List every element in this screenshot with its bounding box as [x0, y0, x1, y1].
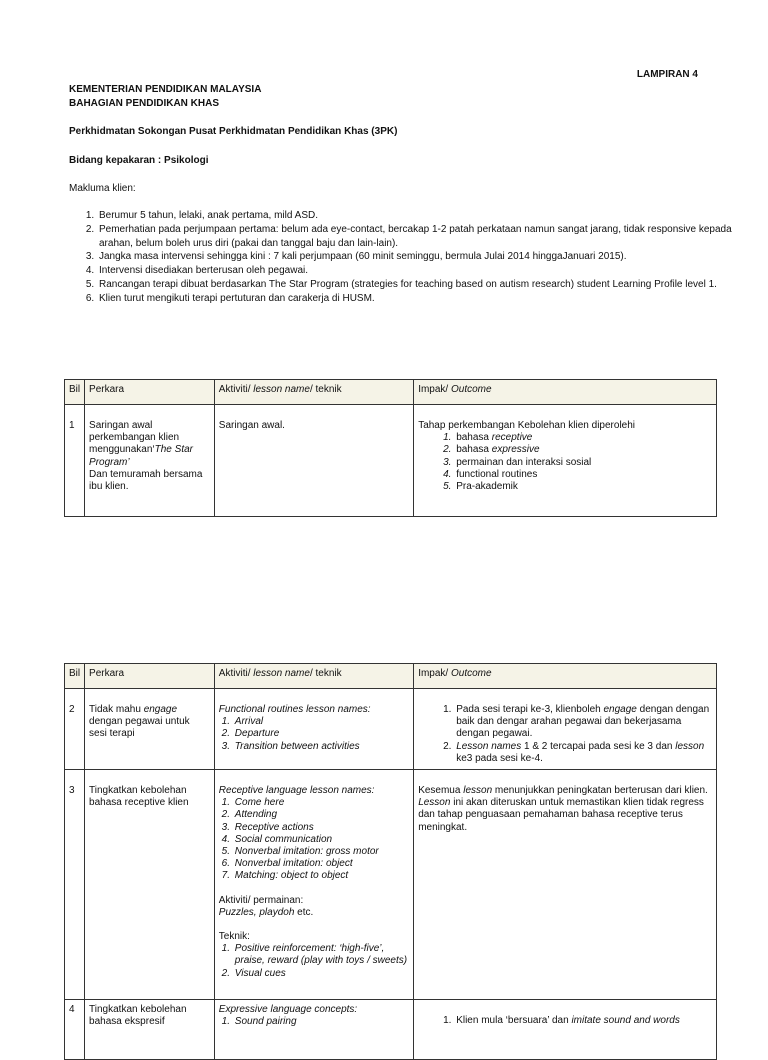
service-heading: Perkhidmatan Sokongan Pusat Perkhidmatan Pendidikan Khas (3PK) [69, 126, 398, 137]
client-info-item: 5. Rancangan terapi dibuat berdasarkan The Star Program (strategies for teaching based on autism research) student Learning Profile level 1. [97, 278, 737, 292]
list-item: 2. Departure [233, 728, 409, 740]
client-info-label: Makluma klien: [69, 183, 136, 194]
appendix-label: LAMPIRAN 4 [636, 69, 698, 80]
header-perkara: Perkara [85, 664, 215, 689]
header-bil: Bil [65, 380, 85, 405]
list-item: 5. Pra-akademik [454, 481, 712, 493]
impak-cell: Kesemua lesson menunjukkan peningkatan berterusan dari klien. Lesson ini akan diteruskan untuk memastikan klien tidak regress dan tahap penguasaan pemahaman bahasa receptive terus meningkat. [414, 770, 717, 1000]
list-item: 1. Sound pairing [233, 1016, 409, 1028]
aktiviti-cell: Saringan awal. [214, 405, 413, 517]
header-perkara: Perkara [85, 380, 215, 405]
header-impak: Impak/ Outcome [414, 664, 717, 689]
list-item: 3. Receptive actions [233, 822, 409, 834]
list-item: 2. Lesson names 1 & 2 tercapai pada sesi ke 3 dan lesson ke3 pada sesi ke-4. [454, 741, 712, 765]
list-item: 4. functional routines [454, 469, 712, 481]
list-item: 5. Nonverbal imitation: gross motor [233, 846, 409, 858]
row-number: 2 [69, 704, 75, 715]
table-row [65, 405, 717, 517]
aktiviti-cell: Functional routines lesson names: 1. Arrival 2. Departure 3. Transition between activities [214, 689, 413, 770]
client-info-item: 2. Pemerhatian pada perjumpaan pertama: belum ada eye-contact, bercakap 1-2 patah perkataan namun sangat jarang, tidak responsive kepada arahan, belum boleh urus diri (pakai dan tanggal baju dan lain-lain). [97, 223, 737, 251]
list-item: 1. Arrival [233, 716, 409, 728]
table-header-row [65, 380, 717, 405]
intervention-table [64, 663, 717, 1060]
list-item: 1. Positive reinforcement: ‘high-five’, praise, reward (play with toys / sweets) [233, 943, 409, 967]
table-row [65, 1000, 717, 1060]
perkara-cell: Tingkatkan kebolehan bahasa ekspresif [85, 1000, 215, 1060]
header-bil: Bil [65, 664, 85, 689]
impak-cell [414, 689, 717, 770]
table-row [65, 770, 717, 1000]
list-item: 2. Visual cues [233, 968, 409, 980]
impak-cell: Tahap perkembangan Kebolehan klien diperolehi 1. bahasa receptive 2. bahasa expressive 3. permainan dan interaksi sosial 4. functional routines 5. Pra-akademik [414, 405, 717, 517]
table-row [65, 689, 717, 770]
header-aktiviti: Aktiviti/ lesson name/ teknik [214, 664, 413, 689]
perkara-cell: Tingkatkan kebolehan bahasa receptive klien [85, 770, 215, 1000]
list-item: 4. Social communication [233, 834, 409, 846]
aktiviti-cell: Expressive language concepts: 1. Sound pairing [214, 1000, 413, 1060]
ministry-heading: KEMENTERIAN PENDIDIKAN MALAYSIA [69, 84, 262, 95]
row-number: 1 [69, 420, 75, 431]
client-info-item: 4. Intervensi disediakan berterusan oleh pegawai. [97, 264, 737, 278]
impak-cell [414, 1000, 717, 1060]
list-item: 3. Transition between activities [233, 741, 409, 753]
list-item: 2. Attending [233, 809, 409, 821]
division-heading: BAHAGIAN PENDIDIKAN KHAS [69, 98, 220, 109]
row-number: 4 [69, 1004, 75, 1016]
list-item: 1. Come here [233, 797, 409, 809]
list-item: 6. Nonverbal imitation: object [233, 858, 409, 870]
header-impak: Impak/ Outcome [414, 380, 717, 405]
client-info-item: 3. Jangka masa intervensi sehingga kini : 7 kali perjumpaan (60 minit seminggu, bermula Julai 2014 hinggaJanuari 2015). [97, 250, 737, 264]
client-info-item: 1. Berumur 5 tahun, lelaki, anak pertama, mild ASD. [97, 209, 737, 223]
assessment-table [64, 379, 717, 517]
list-item: 1. Pada sesi terapi ke-3, klienboleh engage dengan dengan baik dan dengar arahan pegawai dan bekerjasama dengan pegawai. [454, 704, 712, 741]
list-item: 1. bahasa receptive [454, 432, 712, 444]
perkara-cell: Tidak mahu engage dengan pegawai untuk sesi terapi [85, 689, 215, 770]
aktiviti-cell: Receptive language lesson names: 1. Come here 2. Attending 3. Receptive actions 4. Social communication 5. Nonverbal imitation: gross motor 6. Nonverbal imitation: object 7. Matching: object to object Aktiviti/ permainan: Puzzles, playdoh etc. Teknik: 1. Positive reinforcement: ‘high-five’, praise, reward (play with toys / sweets) 2. Visual cues [214, 770, 413, 1000]
header-aktiviti: Aktiviti/ lesson name/ teknik [214, 380, 413, 405]
list-item: 7. Matching: object to object [233, 870, 409, 882]
client-info-list [69, 209, 737, 306]
list-item: 1. Klien mula ‘bersuara’ dan imitate sound and words [454, 1015, 712, 1027]
table-header-row [65, 664, 717, 689]
field-heading: Bidang kepakaran : Psikologi [69, 155, 209, 166]
client-info-item: 6. Klien turut mengikuti terapi pertuturan dan carakerja di HUSM. [97, 292, 737, 306]
row-number: 3 [69, 785, 75, 797]
list-item: 2. bahasa expressive [454, 444, 712, 456]
perkara-cell: Saringan awal perkembangan klien menggunakan‘The Star Program’ Dan temuramah bersama ibu klien. [85, 405, 215, 517]
list-item: 3. permainan dan interaksi sosial [454, 457, 712, 469]
